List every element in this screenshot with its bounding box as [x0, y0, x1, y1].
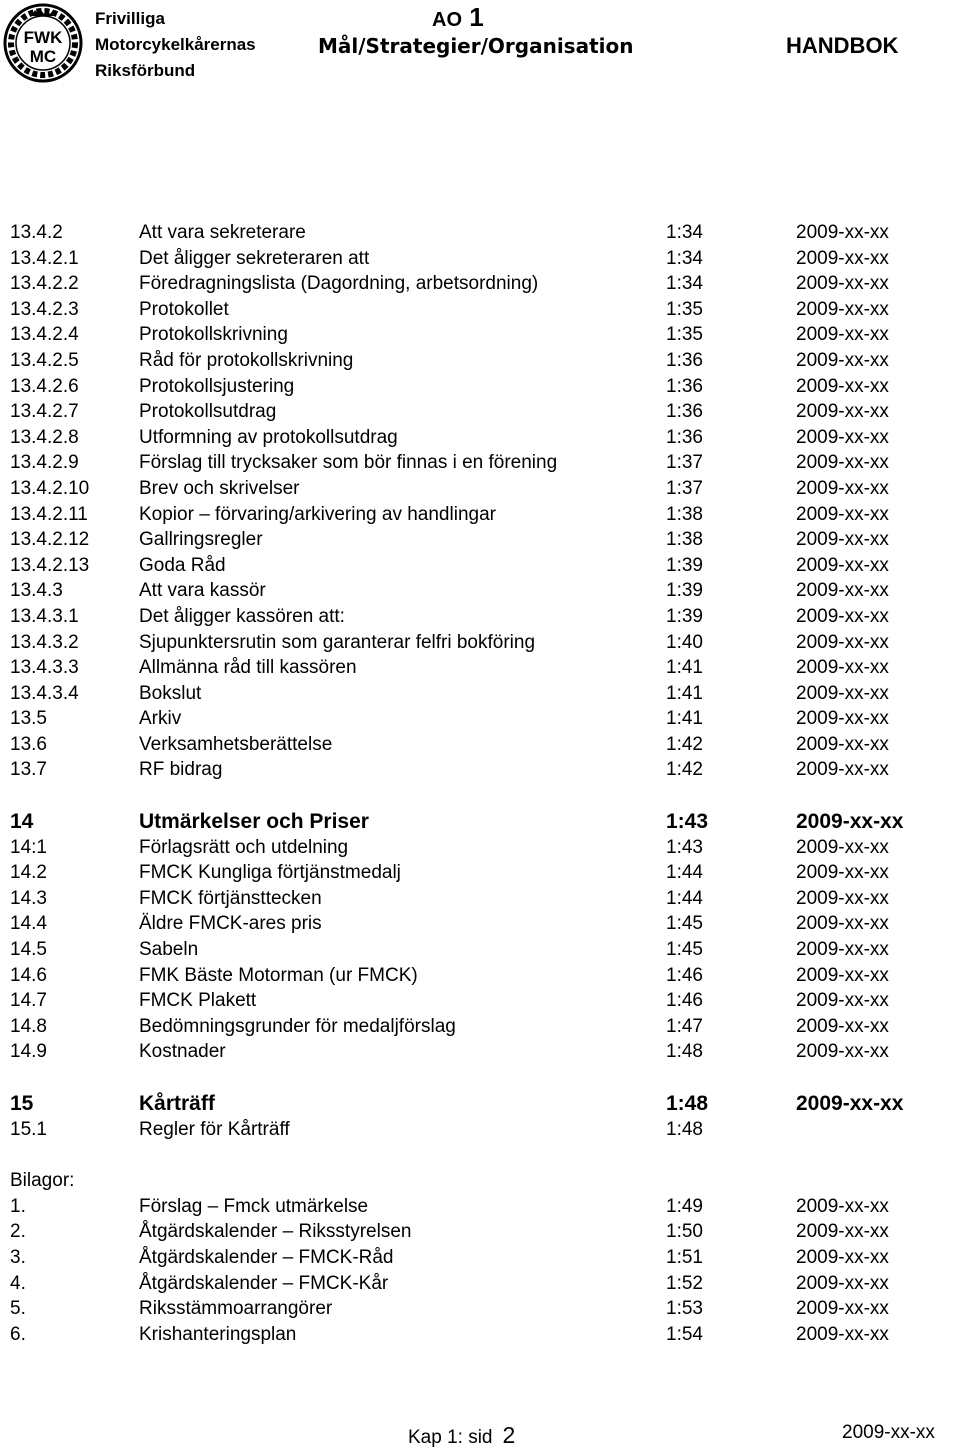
entry-page: 1:51	[666, 1246, 703, 1268]
entry-page: 1:49	[666, 1195, 703, 1217]
toc-row	[0, 1271, 960, 1297]
entry-number: 13.6	[10, 733, 47, 755]
entry-title: Förslag – Fmck utmärkelse	[139, 1195, 369, 1217]
entry-number: 4.	[10, 1272, 26, 1294]
entry-date: 2009-xx-xx	[796, 1272, 889, 1294]
entry-number: 15	[10, 1092, 34, 1115]
document-code-number: 1	[469, 2, 484, 32]
section-14	[0, 809, 960, 1065]
toc-row	[0, 963, 960, 989]
toc-row	[0, 732, 960, 758]
entry-date: 2009-xx-xx	[796, 349, 889, 371]
entry-title: Förlagsrätt och utdelning	[139, 836, 349, 858]
fmck-logo-icon	[2, 2, 84, 84]
entry-page: 1:43	[666, 810, 709, 834]
section-heading-row	[0, 1091, 960, 1117]
entry-date: 2009-xx-xx	[796, 990, 889, 1012]
entry-number: 13.4.2	[10, 222, 63, 243]
entry-date: 2009-xx-xx	[796, 1221, 889, 1243]
entry-date: 2009-xx-xx	[796, 580, 889, 602]
entry-title: Att vara kassör	[139, 580, 266, 602]
entry-title: Att vara sekreterare	[139, 222, 306, 243]
entry-title: Arkiv	[139, 708, 182, 730]
logo-text-bottom: MC	[29, 47, 57, 66]
entry-date: 2009-xx-xx	[796, 759, 889, 781]
entry-number: 14.6	[10, 964, 47, 986]
entry-title: Utformning av protokollsutdrag	[139, 426, 398, 448]
entry-page: 1:37	[666, 452, 703, 474]
footer-date: 2009-xx-xx	[842, 1422, 935, 1443]
entry-date: 2009-xx-xx	[796, 222, 889, 243]
entry-title: Åtgärdskalender – FMCK-Kår	[139, 1272, 389, 1294]
entry-title: FMK Bäste Motorman (ur FMCK)	[139, 964, 418, 986]
toc-row	[0, 1039, 960, 1065]
entry-title: Goda Råd	[139, 554, 226, 576]
entry-page: 1:39	[666, 605, 703, 627]
entry-date: 2009-xx-xx	[796, 247, 889, 269]
entry-date: 2009-xx-xx	[796, 1195, 889, 1217]
entry-page: 1:37	[666, 477, 703, 499]
toc-row	[0, 1322, 960, 1348]
entry-title: Protokollsutdrag	[139, 401, 277, 423]
toc-row	[0, 502, 960, 528]
org-line-1: Frivilliga	[95, 9, 165, 28]
entry-number: 14.8	[10, 1015, 47, 1037]
entry-date: 2009-xx-xx	[796, 1298, 889, 1320]
entry-page: 1:38	[666, 503, 703, 525]
entry-title: Brev och skrivelser	[139, 477, 300, 499]
entry-date: 2009-xx-xx	[796, 733, 889, 755]
toc-row	[0, 578, 960, 604]
page-footer	[0, 1420, 960, 1448]
entry-title: Föredragningslista (Dagordning, arbetsordning)	[139, 273, 539, 295]
entry-number: 13.5	[10, 708, 47, 730]
entry-number: 13.4.2.8	[10, 426, 79, 448]
entry-number: 13.4.2.9	[10, 452, 79, 474]
entry-number: 14.5	[10, 939, 47, 961]
entry-date: 2009-xx-xx	[796, 836, 889, 858]
entry-page: 1:39	[666, 554, 703, 576]
entry-number: 14.2	[10, 862, 47, 884]
page-header	[0, 0, 960, 90]
entry-title: Regler för Kårträff	[139, 1118, 290, 1140]
entry-page: 1:42	[666, 733, 703, 755]
toc-row	[0, 1219, 960, 1245]
bilagor-label: Bilagor:	[10, 1170, 75, 1192]
entry-page: 1:34	[666, 273, 703, 295]
toc-row	[0, 911, 960, 937]
entry-number: 13.4.2.7	[10, 401, 79, 423]
entry-title: Krishanteringsplan	[139, 1323, 297, 1345]
toc-row	[0, 220, 960, 246]
entry-page: 1:41	[666, 682, 703, 704]
entry-title: Kårträff	[139, 1092, 215, 1115]
entry-title: RF bidrag	[139, 759, 223, 781]
org-line-2: Motorcykelkårernas	[95, 35, 256, 54]
entry-date: 2009-xx-xx	[796, 657, 889, 679]
entry-number: 14	[10, 810, 34, 834]
entry-page: 1:34	[666, 222, 703, 243]
entry-date: 2009-xx-xx	[796, 964, 889, 986]
entry-date: 2009-xx-xx	[796, 1323, 889, 1345]
toc-row	[0, 835, 960, 861]
organization-name	[95, 6, 256, 84]
entry-title: Riksstämmoarrangörer	[139, 1298, 333, 1320]
entry-page: 1:44	[666, 887, 703, 909]
entry-number: 14.3	[10, 887, 47, 909]
entry-title: Det åligger sekreteraren att	[139, 247, 370, 269]
entry-title: Bedömningsgrunder för medaljförslag	[139, 1015, 456, 1037]
toc-row	[0, 757, 960, 783]
entry-page: 1:35	[666, 298, 703, 320]
entry-number: 2.	[10, 1221, 26, 1243]
entry-date: 2009-xx-xx	[796, 529, 889, 551]
entry-date: 2009-xx-xx	[796, 631, 889, 653]
entry-page: 1:48	[666, 1092, 709, 1115]
entry-title: FMCK Kungliga förtjänstmedalj	[139, 862, 401, 884]
entry-number: 13.4.3.3	[10, 657, 79, 679]
entry-title: Åtgärdskalender – Riksstyrelsen	[139, 1221, 412, 1243]
entry-number: 14.4	[10, 913, 47, 935]
entry-date: 2009-xx-xx	[796, 273, 889, 295]
entry-title: Protokollet	[139, 298, 229, 320]
footer-page-number: 2	[502, 1422, 516, 1448]
entry-page: 1:42	[666, 759, 703, 781]
table-of-contents	[0, 220, 960, 1347]
entry-date: 2009-xx-xx	[796, 708, 889, 730]
entry-page: 1:36	[666, 375, 703, 397]
entry-date: 2009-xx-xx	[796, 605, 889, 627]
entry-date: 2009-xx-xx	[796, 298, 889, 320]
entry-date: 2009-xx-xx	[796, 887, 889, 909]
toc-row	[0, 860, 960, 886]
entry-date: 2009-xx-xx	[796, 554, 889, 576]
toc-row	[0, 450, 960, 476]
entry-page: 1:38	[666, 529, 703, 551]
toc-row	[0, 348, 960, 374]
entry-date: 2009-xx-xx	[796, 682, 889, 704]
entry-page: 1:50	[666, 1221, 703, 1243]
entry-number: 15.1	[10, 1118, 47, 1140]
entry-title: Utmärkelser och Priser	[139, 810, 369, 834]
toc-row	[0, 553, 960, 579]
entry-number: 13.4.2.13	[10, 554, 90, 576]
toc-row	[0, 297, 960, 323]
entry-number: 13.4.2.11	[10, 503, 88, 525]
org-line-3: Riksförbund	[95, 61, 196, 80]
entry-number: 14:1	[10, 836, 47, 858]
entry-page: 1:36	[666, 401, 703, 423]
entry-date: 2009-xx-xx	[796, 939, 889, 961]
entry-page: 1:43	[666, 836, 703, 858]
toc-row	[0, 425, 960, 451]
entry-number: 13.4.2.1	[10, 247, 79, 269]
entry-page: 1:52	[666, 1272, 703, 1294]
toc-row	[0, 1245, 960, 1271]
entry-date: 2009-xx-xx	[796, 913, 889, 935]
entry-number: 13.4.2.5	[10, 349, 79, 371]
entry-number: 1.	[10, 1195, 26, 1217]
entry-page: 1:41	[666, 708, 703, 730]
entry-date: 2009-xx-xx	[796, 810, 904, 834]
entry-number: 14.9	[10, 1041, 47, 1063]
toc-row	[0, 1117, 960, 1143]
entry-number: 13.4.3.4	[10, 682, 79, 704]
entry-date: 2009-xx-xx	[796, 1015, 889, 1037]
entry-number: 13.4.2.12	[10, 529, 90, 551]
entry-number: 13.4.3.2	[10, 631, 79, 653]
entry-date: 2009-xx-xx	[796, 1092, 904, 1115]
toc-row	[0, 399, 960, 425]
entry-title: Gallringsregler	[139, 529, 263, 551]
entry-title: Sabeln	[139, 939, 199, 961]
entry-page: 1:46	[666, 964, 703, 986]
entry-title: Kopior – förvaring/arkivering av handlingar	[139, 503, 496, 525]
entry-page: 1:54	[666, 1323, 703, 1345]
toc-row	[0, 476, 960, 502]
entry-page: 1:46	[666, 990, 703, 1012]
toc-row	[0, 706, 960, 732]
entry-date: 2009-xx-xx	[796, 862, 889, 884]
entry-number: 13.4.2.4	[10, 324, 79, 346]
entry-page: 1:34	[666, 247, 703, 269]
section-15	[0, 1091, 960, 1142]
entry-date: 2009-xx-xx	[796, 324, 889, 346]
entry-date: 2009-xx-xx	[796, 401, 889, 423]
entry-page: 1:39	[666, 580, 703, 602]
section-heading-row	[0, 809, 960, 835]
footer-kap-label: Kap 1: sid	[408, 1427, 493, 1448]
entry-date: 2009-xx-xx	[796, 426, 889, 448]
entry-date: 2009-xx-xx	[796, 477, 889, 499]
entry-page: 1:36	[666, 426, 703, 448]
entry-title: Verksamhetsberättelse	[139, 733, 333, 755]
toc-row	[0, 1194, 960, 1220]
entry-page: 1:41	[666, 657, 703, 679]
entry-number: 13.4.2.2	[10, 273, 79, 295]
entry-title: Råd för protokollskrivning	[139, 349, 354, 371]
toc-row	[0, 988, 960, 1014]
entry-title: FMCK förtjänsttecken	[139, 887, 322, 909]
logo-text-top: FWK	[23, 28, 63, 47]
entry-date: 2009-xx-xx	[796, 375, 889, 397]
document-code-prefix: AO	[432, 9, 462, 31]
toc-row	[0, 604, 960, 630]
toc-row	[0, 527, 960, 553]
entry-number: 13.4.2.6	[10, 375, 79, 397]
entry-date: 2009-xx-xx	[796, 503, 889, 525]
entry-page: 1:40	[666, 631, 703, 653]
entry-title: Det åligger kassören att:	[139, 605, 345, 627]
entry-title: Allmänna råd till kassören	[139, 657, 357, 679]
entry-number: 13.4.3.1	[10, 605, 79, 627]
toc-row	[0, 630, 960, 656]
entry-page: 1:35	[666, 324, 703, 346]
toc-row	[0, 886, 960, 912]
entry-title: Bokslut	[139, 682, 202, 704]
entry-page: 1:45	[666, 913, 703, 935]
footer-page-ref	[408, 1422, 515, 1449]
entry-page: 1:44	[666, 862, 703, 884]
handbook-label: HANDBOK	[786, 33, 899, 58]
toc-row	[0, 655, 960, 681]
entry-page: 1:53	[666, 1298, 703, 1320]
entry-date: 2009-xx-xx	[796, 452, 889, 474]
toc-row	[0, 681, 960, 707]
entry-number: 13.4.2.3	[10, 298, 79, 320]
toc-row	[0, 246, 960, 272]
toc-row	[0, 322, 960, 348]
entry-title: Äldre FMCK-ares pris	[139, 913, 322, 935]
entry-page: 1:36	[666, 349, 703, 371]
entry-title: Kostnader	[139, 1041, 226, 1063]
entry-number: 14.7	[10, 990, 47, 1012]
toc-row	[0, 937, 960, 963]
entry-page: 1:48	[666, 1118, 703, 1140]
entry-number: 3.	[10, 1246, 26, 1268]
entry-title: FMCK Plakett	[139, 990, 257, 1012]
document-code	[432, 2, 484, 33]
entry-date: 2009-xx-xx	[796, 1041, 889, 1063]
entry-number: 6.	[10, 1323, 26, 1345]
toc-row	[0, 374, 960, 400]
entry-title: Protokollskrivning	[139, 324, 288, 346]
toc-row	[0, 271, 960, 297]
entry-date: 2009-xx-xx	[796, 1246, 889, 1268]
toc-row	[0, 1014, 960, 1040]
entry-title: Sjupunktersrutin som garanterar felfri bokföring	[139, 631, 536, 653]
entry-number: 13.4.2.10	[10, 477, 90, 499]
entry-number: 13.4.3	[10, 580, 63, 602]
entry-page: 1:45	[666, 939, 703, 961]
entry-page: 1:47	[666, 1015, 703, 1037]
document-subtitle: Mål/Strategier/Organisation	[318, 34, 634, 58]
entry-page: 1:48	[666, 1041, 703, 1063]
toc-row	[0, 1296, 960, 1322]
entry-number: 13.7	[10, 759, 47, 781]
entry-title: Protokollsjustering	[139, 375, 295, 397]
bilagor-rows	[0, 1194, 960, 1348]
entry-number: 5.	[10, 1298, 26, 1320]
section-13-rows	[0, 220, 960, 783]
entry-title: Åtgärdskalender – FMCK-Råd	[139, 1246, 394, 1268]
entry-title: Förslag till trycksaker som bör finnas i en förening	[139, 452, 558, 474]
